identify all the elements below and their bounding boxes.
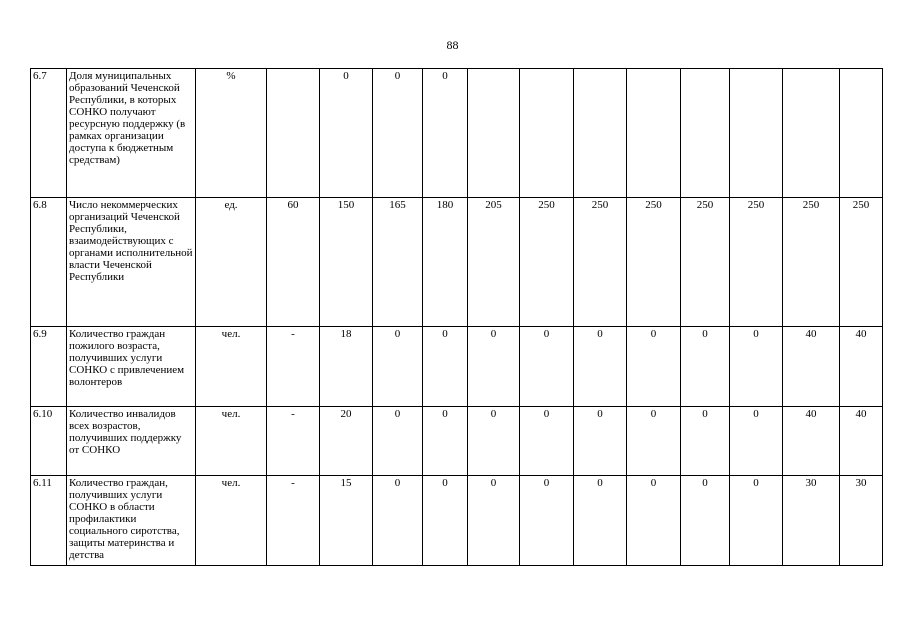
value-cell: 0 — [468, 327, 520, 407]
value-cell — [574, 69, 627, 198]
value-cell: 40 — [783, 407, 840, 476]
value-cell: 165 — [373, 198, 423, 327]
value-cell: 0 — [681, 476, 730, 566]
value-cell: 250 — [840, 198, 883, 327]
row-number: 6.9 — [31, 327, 67, 407]
value-cell: 0 — [373, 69, 423, 198]
value-cell: 0 — [681, 327, 730, 407]
value-cell: 0 — [468, 476, 520, 566]
row-number: 6.8 — [31, 198, 67, 327]
value-cell: - — [267, 327, 320, 407]
value-cell: 0 — [730, 407, 783, 476]
table-row — [31, 327, 883, 407]
value-cell: 250 — [627, 198, 681, 327]
value-cell — [730, 69, 783, 198]
value-cell: 0 — [574, 476, 627, 566]
indicator-name: Количество инвалидов всех возрастов, получивших поддержку от СОНКО — [67, 407, 196, 476]
value-cell: 20 — [320, 407, 373, 476]
table-body — [31, 69, 883, 566]
value-cell: 40 — [783, 327, 840, 407]
value-cell: 0 — [574, 327, 627, 407]
value-cell — [520, 69, 574, 198]
value-cell: 0 — [574, 407, 627, 476]
value-cell: 0 — [423, 476, 468, 566]
unit-cell: чел. — [196, 476, 267, 566]
value-cell: 0 — [373, 476, 423, 566]
page-number: 88 — [446, 38, 459, 52]
value-cell: - — [267, 476, 320, 566]
value-cell: 250 — [730, 198, 783, 327]
value-cell: 0 — [423, 327, 468, 407]
value-cell: 0 — [373, 407, 423, 476]
value-cell: 30 — [840, 476, 883, 566]
value-cell — [468, 69, 520, 198]
value-cell — [783, 69, 840, 198]
value-cell: 15 — [320, 476, 373, 566]
row-number: 6.10 — [31, 407, 67, 476]
value-cell: 40 — [840, 327, 883, 407]
value-cell: 150 — [320, 198, 373, 327]
unit-cell: ед. — [196, 198, 267, 327]
value-cell: 0 — [373, 327, 423, 407]
row-number: 6.11 — [31, 476, 67, 566]
value-cell: 0 — [520, 327, 574, 407]
unit-cell: чел. — [196, 327, 267, 407]
value-cell: - — [267, 407, 320, 476]
value-cell — [627, 69, 681, 198]
unit-cell: % — [196, 69, 267, 198]
value-cell: 250 — [783, 198, 840, 327]
value-cell: 30 — [783, 476, 840, 566]
indicator-name: Число некоммерческих организаций Чеченской Республики, взаимодействующих с органами исполнительной власти Чеченской Республики — [67, 198, 196, 327]
value-cell: 0 — [681, 407, 730, 476]
value-cell: 0 — [423, 69, 468, 198]
value-cell: 0 — [730, 476, 783, 566]
value-cell — [840, 69, 883, 198]
value-cell: 250 — [681, 198, 730, 327]
value-cell: 0 — [627, 476, 681, 566]
value-cell: 0 — [423, 407, 468, 476]
indicator-name: Количество граждан, получивших услуги СОНКО в области профилактики социального сиротства, защиты материнства и детства — [67, 476, 196, 566]
value-cell: 0 — [520, 476, 574, 566]
value-cell: 180 — [423, 198, 468, 327]
row-number: 6.7 — [31, 69, 67, 198]
value-cell: 0 — [468, 407, 520, 476]
table-row — [31, 198, 883, 327]
value-cell: 250 — [574, 198, 627, 327]
unit-cell: чел. — [196, 407, 267, 476]
value-cell: 0 — [730, 327, 783, 407]
table-row — [31, 407, 883, 476]
value-cell: 0 — [320, 69, 373, 198]
table-row — [31, 69, 883, 198]
indicator-name: Количество граждан пожилого возраста, получивших услуги СОНКО с привлечением волонтеров — [67, 327, 196, 407]
value-cell: 60 — [267, 198, 320, 327]
value-cell: 0 — [627, 327, 681, 407]
indicators-table — [30, 68, 883, 566]
value-cell: 0 — [520, 407, 574, 476]
indicator-name: Доля муниципальных образований Чеченской Республики, в которых СОНКО получают ресурсную поддержку (в рамках организации доступа к бюджетным средствам) — [67, 69, 196, 198]
value-cell: 205 — [468, 198, 520, 327]
table-row — [31, 476, 883, 566]
value-cell: 18 — [320, 327, 373, 407]
value-cell: 250 — [520, 198, 574, 327]
value-cell — [267, 69, 320, 198]
value-cell: 0 — [627, 407, 681, 476]
value-cell: 40 — [840, 407, 883, 476]
value-cell — [681, 69, 730, 198]
